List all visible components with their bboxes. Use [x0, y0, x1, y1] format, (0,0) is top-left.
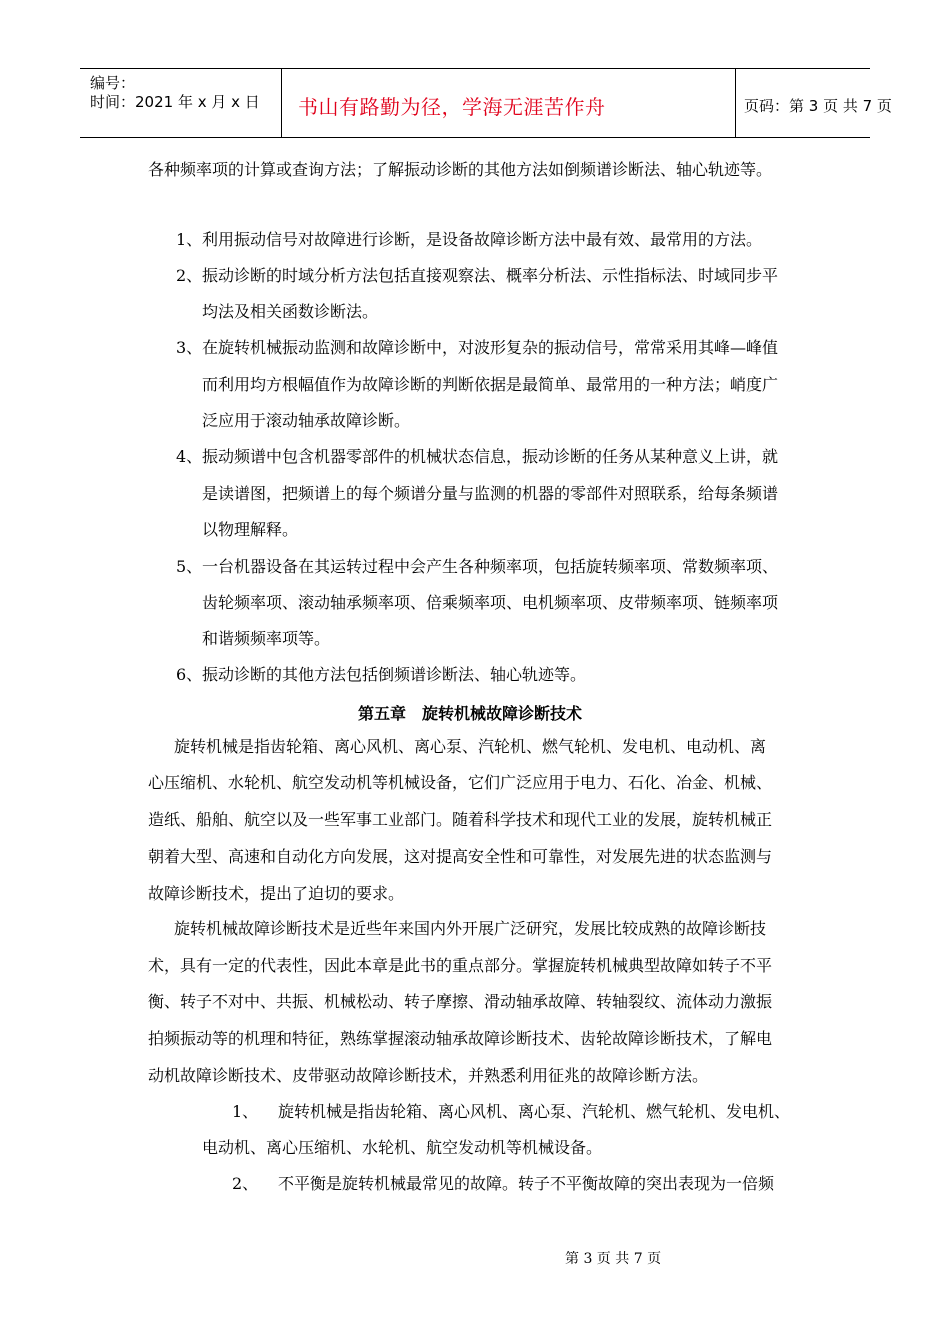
- list1-item-3-line-1: 在旋转机械振动监测和故障诊断中，对波形复杂的振动信号，常常采用其峰—峰值: [202, 338, 779, 357]
- list1-item-4-line-1: 振动频谱中包含机器零部件的机械状态信息，振动诊断的任务从某种意义上讲，就: [202, 447, 779, 466]
- list1-num-1: 1、: [176, 230, 203, 249]
- page-header: [80, 68, 892, 138]
- chapter-title: 第五章 旋转机械故障诊断技术: [358, 704, 583, 723]
- list1-item-3-line-3: 泛应用于滚动轴承故障诊断。: [202, 411, 411, 430]
- para1-line-1: 旋转机械是指齿轮箱、离心风机、离心泵、汽轮机、燃气轮机、发电机、电动机、离: [174, 737, 767, 756]
- list1-num-6: 6、: [176, 665, 203, 684]
- para2-line-5: 动机故障诊断技术、皮带驱动故障诊断技术，并熟悉利用征兆的故障诊断方法。: [148, 1066, 709, 1085]
- para2-line-1: 旋转机械故障诊断技术是近些年来国内外开展广泛研究，发展比较成熟的故障诊断技: [174, 919, 767, 938]
- list2-num-2: 2、: [232, 1174, 259, 1193]
- list1-item-2-line-1: 振动诊断的时域分析方法包括直接观察法、概率分析法、示性指标法、时域同步平: [202, 266, 779, 285]
- list1-item-4-line-3: 以物理解释。: [202, 520, 299, 539]
- list1-item-3-line-2: 而利用均方根幅值作为故障诊断的判断依据是最简单、最常用的一种方法；峭度广: [202, 375, 779, 394]
- para2-line-2: 术，具有一定的代表性，因此本章是此书的重点部分。掌握旋转机械典型故障如转子不平: [148, 956, 773, 975]
- para2-line-4: 拍频振动等的机理和特征，熟练掌握滚动轴承故障诊断技术、齿轮故障诊断技术，了解电: [148, 1029, 773, 1048]
- motto: 书山有路勤为径，学海无涯苦作舟: [298, 95, 606, 119]
- list2-item-1-line-1: 旋转机械是指齿轮箱、离心风机、离心泵、汽轮机、燃气轮机、发电机、: [278, 1102, 791, 1121]
- intro-line: 各种频率项的计算或查询方法；了解振动诊断的其他方法如倒频谱诊断法、轴心轨迹等。: [148, 160, 773, 179]
- para1-line-4: 朝着大型、高速和自动化方向发展，这对提高安全性和可靠性，对发展先进的状态监测与: [148, 847, 773, 866]
- header-page-cell: [736, 69, 892, 137]
- list1-num-5: 5、: [176, 557, 203, 576]
- list1-item-4-line-2: 是读谱图，把频谱上的每个频谱分量与监测的机器的零部件对照联系，给每条频谱: [202, 484, 779, 503]
- list1-item-6-line-1: 振动诊断的其他方法包括倒频谱诊断法、轴心轨迹等。: [202, 665, 587, 684]
- number-label: 编号：: [90, 74, 136, 92]
- time-label: 时间：2021 年 x 月 x 日: [90, 93, 260, 111]
- para1-line-5: 故障诊断技术，提出了迫切的要求。: [148, 884, 405, 903]
- list1-item-5-line-3: 和谐频频率项等。: [202, 629, 331, 648]
- list1-item-1-line-1: 利用振动信号对故障进行诊断，是设备故障诊断方法中最有效、最常用的方法。: [202, 230, 763, 249]
- header-meta-cell: [80, 69, 282, 137]
- list2-num-1: 1、: [232, 1102, 259, 1121]
- list1-num-2: 2、: [176, 266, 203, 285]
- para1-line-2: 心压缩机、水轮机、航空发动机等机械设备，它们广泛应用于电力、石化、冶金、机械、: [148, 773, 773, 792]
- list1-num-4: 4、: [176, 447, 203, 466]
- para2-line-3: 衡、转子不对中、共振、机械松动、转子摩擦、滑动轴承故障、转轴裂纹、流体动力激振: [148, 992, 773, 1011]
- page-footer: 第 3 页 共 7 页: [565, 1251, 662, 1267]
- page-info: 页码：第 3 页 共 7 页: [744, 97, 892, 115]
- list1-item-2-line-2: 均法及相关函数诊断法。: [202, 302, 379, 321]
- list2-item-2-line-1: 不平衡是旋转机械最常见的故障。转子不平衡故障的突出表现为一倍频: [278, 1174, 775, 1193]
- list1-item-5-line-1: 一台机器设备在其运转过程中会产生各种频率项，包括旋转频率项、常数频率项、: [202, 557, 779, 576]
- para1-line-3: 造纸、船舶、航空以及一些军事工业部门。随着科学技术和现代工业的发展，旋转机械正: [148, 810, 773, 829]
- list1-num-3: 3、: [176, 338, 203, 357]
- list2-item-1-line-2: 电动机、离心压缩机、水轮机、航空发动机等机械设备。: [202, 1138, 603, 1157]
- list1-item-5-line-2: 齿轮频率项、滚动轴承频率项、倍乘频率项、电机频率项、皮带频率项、链频率项: [202, 593, 779, 612]
- header-motto-cell: [282, 69, 736, 137]
